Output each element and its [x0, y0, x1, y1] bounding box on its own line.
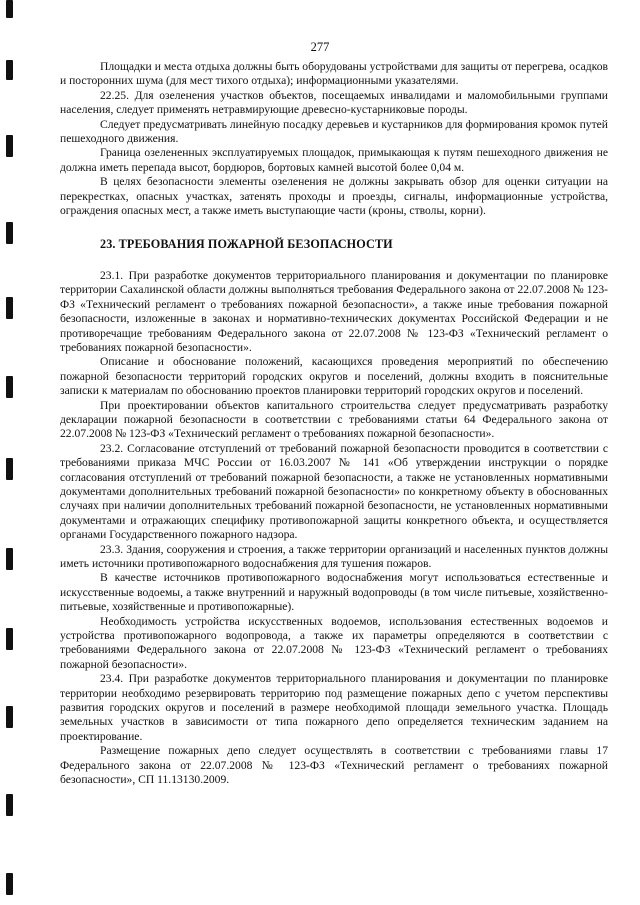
- binding-hole: [6, 376, 13, 398]
- paragraph: Следует предусматривать линейную посадку деревьев и кустарников для формирования кромок путей пешеходного движения.: [60, 117, 608, 146]
- paragraph: 22.25. Для озеленения участков объектов, посещаемых инвалидами и маломобильными группами населения, следует применять нетравмирующие древесно-кустарниковые породы.: [60, 88, 608, 117]
- binding-hole: [6, 706, 13, 728]
- paragraph: В целях безопасности элементы озеленения не должны закрывать обзор для оценки ситуации на перекрестках, опасных участках, затенять проходы и проезды, сигналы, информационные устройства, ограждения опасных мест, а также иметь выступающие части (кроны, стволы, корни).: [60, 175, 608, 218]
- binding-holes: [6, 0, 14, 905]
- paragraph: 23.1. При разработке документов территориального планирования и документации по планировке территории Сахалинской области должны выполняться требования Федерального закона от 22.07.2008 № 123-ФЗ «Технический регламент о требованиях пожарной безопасности», а также иные требования пожарной безопасности, изложенные в законах и нормативно-технических документах Российской Федерации и не противоречащие требованиям Федерального закона от 22.07.2008 № 123-ФЗ «Технический регламент о требованиях пожарной безопасности».: [60, 268, 608, 354]
- page-number: 277: [310, 40, 330, 54]
- paragraph: Необходимость устройства искусственных водоемов, использования естественных водоемов и устройства противопожарного водопровода, а также их параметры определяются в соответствии с требованиями Федерального закона от 22.07.2008 № 123-ФЗ «Технический регламент о требованиях пожарной безопасности».: [60, 614, 608, 671]
- fire-safety-section: [60, 269, 608, 788]
- binding-hole: [6, 222, 13, 244]
- intro-section: [60, 60, 608, 218]
- binding-hole: [6, 794, 13, 816]
- paragraph: Описание и обоснование положений, касающихся проведения мероприятий по обеспечению пожарной безопасности территорий городских округов и поселений, должны входить в пояснительные записки к материалам по обоснованию проектов планировки территорий городских округов и поселений.: [60, 355, 608, 398]
- binding-hole: [6, 297, 13, 319]
- binding-hole: [6, 0, 13, 18]
- paragraph: Граница озелененных эксплуатируемых площадок, примыкающая к путям пешеходного движения не должна иметь перепада высот, бордюров, бортовых камней высотой более 0,04 м.: [60, 146, 608, 174]
- paragraph: В качестве источников противопожарного водоснабжения могут использоваться естественные и искусственные водоемы, а также внутренний и наружный водопроводы (в том числе питьевые, хозяйственно-питьевые, хозяйственные и противопожарные).: [60, 571, 608, 614]
- document-body: [60, 60, 608, 788]
- paragraph: При проектировании объектов капитального строительства следует предусматривать разработку декларации пожарной безопасности в соответствии с требованиями статьи 64 Федерального закона от 22.07.2008 № 123-ФЗ «Технический регламент о требованиях пожарной безопасности».: [60, 398, 608, 441]
- paragraph: Площадки и места отдыха должны быть оборудованы устройствами для защиты от перегрева, осадков и посторонних шума (для мест тихого отдыха); информационными указателями.: [60, 60, 608, 88]
- section-heading: 23. ТРЕБОВАНИЯ ПОЖАРНОЙ БЕЗОПАСНОСТИ: [100, 237, 393, 252]
- paragraph: 23.3. Здания, сооружения и строения, а также территории организаций и населенных пунктов должны иметь источники противопожарного водоснабжения для тушения пожаров.: [60, 542, 608, 570]
- paragraph: 23.4. При разработке документов территориального планирования и документации по планировке территории необходимо резервировать территорию под размещение пожарных депо с учетом перспективы развития городских округов и поселений в размере необходимой площади земельного участка. Площадь земельных участков в зависимости от типа пожарного депо определяется техническим заданием на проектирование.: [60, 672, 608, 743]
- binding-hole: [6, 548, 13, 570]
- binding-hole: [6, 873, 13, 895]
- paragraph: Размещение пожарных депо следует осуществлять в соответствии с требованиями главы 17 Федерального закона от 22.07.2008 № 123-ФЗ «Технический регламент о требованиях пожарной безопасности», СП 11.13130.2009.: [60, 744, 608, 787]
- binding-hole: [6, 135, 13, 157]
- binding-hole: [6, 628, 13, 650]
- binding-hole: [6, 458, 13, 480]
- binding-hole: [6, 60, 13, 80]
- paragraph: 23.2. Согласование отступлений от требований пожарной безопасности проводится в соответствии с требованиями приказа МЧС России от 16.03.2007 № 141 «Об утверждении инструкции о порядке согласования отступлений от требований пожарной безопасности, а также не установленных нормативными документами дополнительных требований пожарной безопасности» по конкретному объекту в обоснованных случаях при наличии дополнительных требований пожарной безопасности, не установленных нормативными документами и отражающих специфику противопожарной защиты конкретного объекта, и осуществляется органами Государственного пожарного надзора.: [60, 441, 608, 542]
